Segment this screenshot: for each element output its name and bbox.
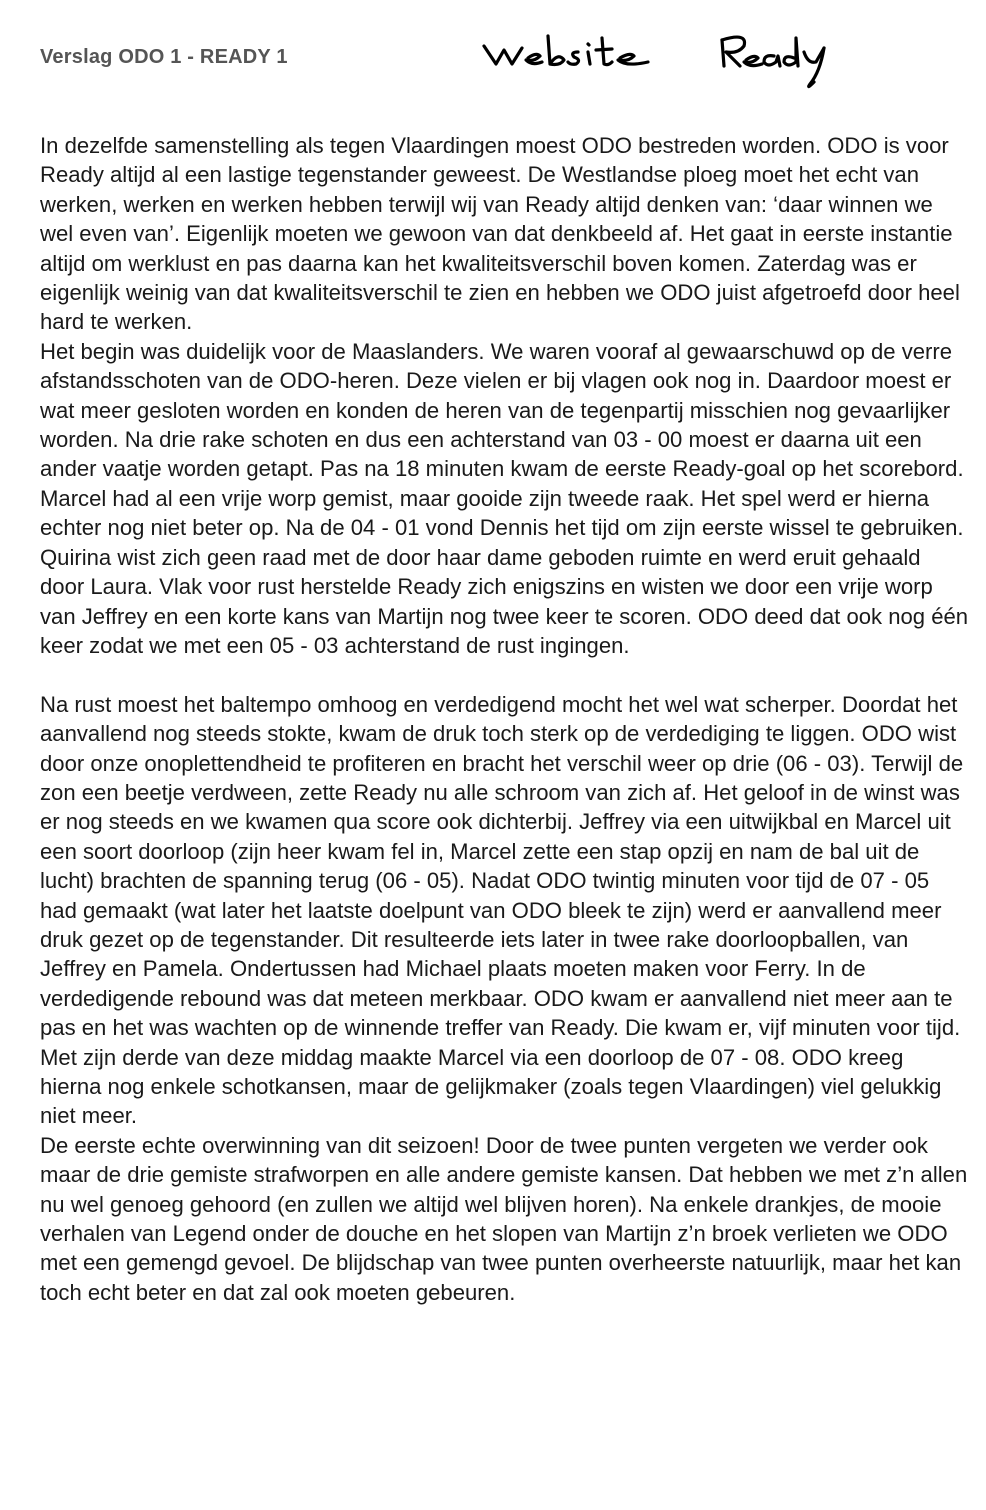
paragraph-intro: In dezelfde samenstelling als tegen Vlaardingen moest ODO bestreden worden. ODO is voor Ready altijd al een lastige tegenstander geweest. De Westlandse ploeg moet het echt van werken, werken en werken hebben terwijl wij van Ready altijd denken van: ‘daar winnen we wel even van’. Eigenlijk moeten we gewoon van dat denkbeeld af. Het gaat in eerste instantie altijd om werklust en pas daarna kan het kwaliteitsverschil boven komen. Zaterdag was er eigenlijk weinig van dat kwaliteitsverschil te zien en hebben we ODO juist afgetroefd door heel hard te werken. (40, 133, 960, 335)
paragraph-conclusion: De eerste echte overwinning van dit seizoen! Door de twee punten vergeten we verder ook maar de drie gemiste strafworpen en alle andere gemiste kansen. Dat hebben we met z’n allen nu wel genoeg gehoord (en zullen we altijd wel blijven horen). Na enkele drankjes, de mooie verhalen van Legend onder de douche en het slopen van Martijn z’n broek verlieten we ODO met een gemengd gevoel. De blijdschap van twee punten overheerste natuurlijk, maar het kan toch echt beter en dat zal ook moeten gebeuren. (40, 1132, 968, 1305)
handwritten-website-ready-signature (478, 22, 858, 102)
paragraph-first-half: Het begin was duidelijk voor de Maaslanders. We waren vooraf al gewaarschuwd op de verre afstandsschoten van de ODO-heren. Deze vielen er bij vlagen ook nog in. Daardoor moest er wat meer gesloten worden en konden de heren van de tegenpartij misschien nog gevaarlijker worden. Na drie rake schoten en dus een achterstand van 03 - 00 moest er daarna uit een ander vaatje worden getapt. Pas na 18 minuten kwam de eerste Ready-goal op het scorebord. Marcel had al een vrije worp gemist, maar gooide zijn tweede raak. Het spel werd er hierna echter nog niet beter op. Na de 04 - 01 vond Dennis het tijd om zijn eerste wissel te gebruiken. Quirina wist zich geen raad met de door haar dame geboden ruimte en werd eruit gehaald door Laura. Vlak voor rust herstelde Ready zich enigszins en wisten we door een vrije worp van Jeffrey en een korte kans van Martijn nog twee keer te scoren. ODO deed dat ook nog één keer zodat we met een 05 - 03 achterstand de rust ingingen. (40, 338, 969, 658)
paragraph-second-half: Na rust moest het baltempo omhoog en verdedigend mocht het wel wat scherper. Doordat het aanvallend nog steeds stokte, kwam de druk toch sterk op de verdediging te liggen. ODO wist door onze onoplettendheid te profiteren en bracht het verschil weer op drie (06 - 03). Terwijl de zon een beetje verdween, zette Ready nu alle schroom van zich af. Het geloof in de winst was er nog steeds en we kwamen qua score ook dichterbij. Jeffrey via een uitwijkbal en Marcel uit een soort doorloop (zijn heer kwam fel in, Marcel zette een stap opzij en nam de bal uit de lucht) brachten de spanning terug (06 - 05). Nadat ODO twintig minuten voor tijd de 07 - 05 had gemaakt (wat later het laatste doelpunt van ODO bleek te zijn) werd er aanvallend meer druk gezet op de tegenstander. Dit resulteerde iets later in twee rake doorloopballen, van Jeffrey en Pamela. Ondertussen had Michael plaats moeten maken voor Ferry. In de verdedigende rebound was dat meteen merkbaar. ODO kwam er aanvallend niet meer aan te pas en het was wachten op de winnende treffer van Ready. Die kwam er, vijf minuten voor tijd. Met zijn derde van deze middag maakte Marcel via een doorloop de 07 - 08. ODO kreeg hierna nog enkele schotkansen, maar de gelijkmaker (zoals tegen Vlaardingen) viel gelukkig niet meer. (40, 691, 964, 1129)
document-title: Verslag ODO 1 - READY 1 (40, 46, 288, 68)
handwritten-note (478, 22, 858, 102)
report-body (40, 131, 970, 1307)
